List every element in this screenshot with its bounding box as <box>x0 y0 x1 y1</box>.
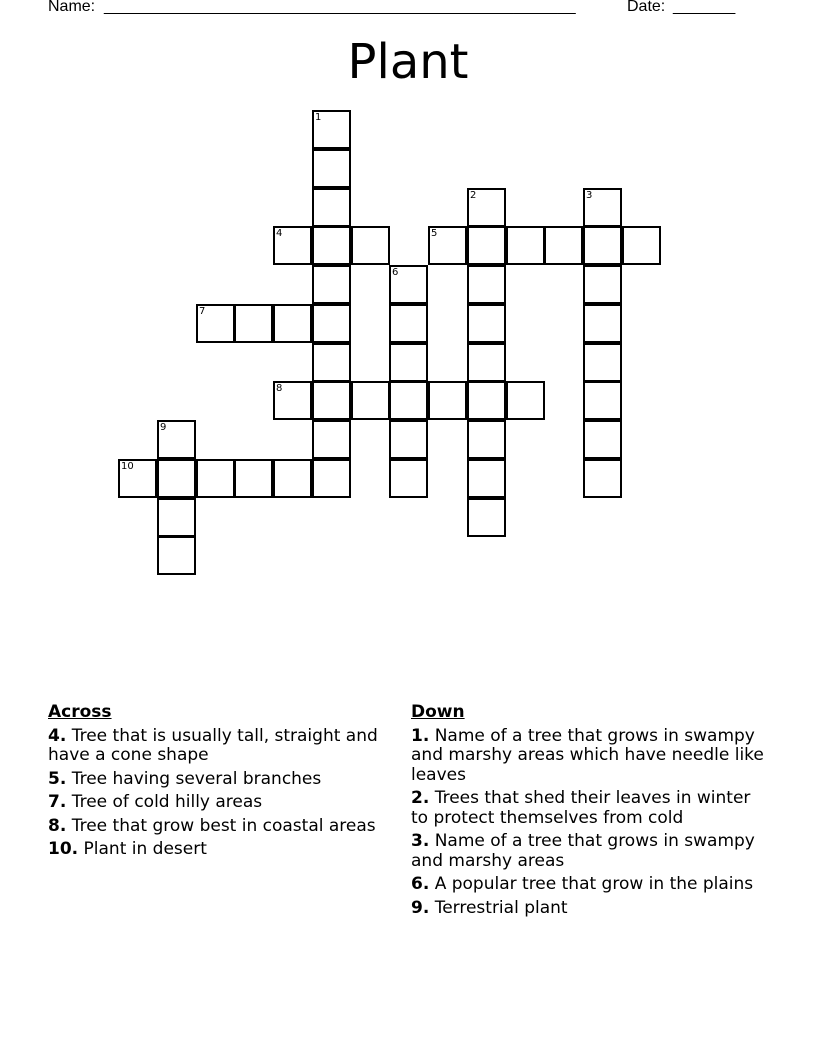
down-clues <box>411 703 771 922</box>
clue-text: Name of a tree that grows in swampy and marshy areas which have needle like leaves <box>411 725 764 785</box>
crossword-cell[interactable] <box>389 459 428 498</box>
cell-clue-number: 5 <box>431 228 438 239</box>
clue-text: Tree having several branches <box>71 768 322 789</box>
crossword-cell[interactable] <box>467 226 506 265</box>
crossword-cell[interactable] <box>583 381 622 420</box>
across-heading: Across <box>48 702 112 722</box>
crossword-cell[interactable] <box>273 459 312 498</box>
clue-text: Plant in desert <box>83 839 207 859</box>
crossword-cell[interactable] <box>196 304 235 343</box>
cell-clue-number: 1 <box>315 112 322 123</box>
crossword-cell[interactable] <box>312 226 351 265</box>
crossword-cell[interactable] <box>428 381 467 420</box>
crossword-cell[interactable] <box>196 459 235 498</box>
name-line[interactable]: _____________________________________________________ <box>104 0 576 15</box>
cell-clue-number: 9 <box>160 422 167 433</box>
crossword-cell[interactable] <box>312 110 351 149</box>
date-label: Date: <box>627 0 666 15</box>
clue-down-2 <box>411 789 771 828</box>
crossword-cell[interactable] <box>389 343 428 382</box>
cell-clue-number: 10 <box>121 461 134 472</box>
crossword-cell[interactable] <box>467 304 506 343</box>
clue-down-6 <box>411 875 771 895</box>
crossword-cell[interactable] <box>428 226 467 265</box>
crossword-cell[interactable] <box>583 265 622 304</box>
crossword-cell[interactable] <box>273 381 312 420</box>
crossword-cell[interactable] <box>312 343 351 382</box>
cell-clue-number: 7 <box>199 306 206 317</box>
crossword-cell[interactable] <box>312 381 351 420</box>
clue-number: 10. <box>48 839 79 859</box>
crossword-cell[interactable] <box>312 459 351 498</box>
crossword-cell[interactable] <box>467 343 506 382</box>
crossword-cell[interactable] <box>622 226 661 265</box>
clue-across-7 <box>48 793 383 813</box>
clue-number: 5. <box>48 768 67 789</box>
clue-number: 6. <box>411 874 430 894</box>
clue-across-8 <box>48 817 383 837</box>
clue-number: 1. <box>411 725 430 746</box>
cell-clue-number: 6 <box>392 267 399 278</box>
clue-down-1 <box>411 727 771 786</box>
crossword-cell[interactable] <box>389 420 428 459</box>
crossword-cell[interactable] <box>234 459 273 498</box>
clue-across-5 <box>48 770 383 790</box>
clue-number: 8. <box>48 815 67 836</box>
clue-text: A popular tree that grow in the plains <box>434 874 754 894</box>
crossword-cell[interactable] <box>157 420 196 459</box>
crossword-cell[interactable] <box>351 381 390 420</box>
crossword-cell[interactable] <box>467 420 506 459</box>
crossword-cell[interactable] <box>273 226 312 265</box>
page-title: Plant <box>347 34 469 90</box>
crossword-cell[interactable] <box>583 188 622 227</box>
clue-text: Terrestrial plant <box>434 897 568 918</box>
crossword-cell[interactable] <box>312 304 351 343</box>
clue-across-10 <box>48 840 383 860</box>
crossword-cell[interactable] <box>351 226 390 265</box>
crossword-cell[interactable] <box>273 304 312 343</box>
crossword-cell[interactable] <box>312 420 351 459</box>
crossword-cell[interactable] <box>157 498 196 537</box>
clue-text: Tree of cold hilly areas <box>71 792 263 812</box>
clue-number: 4. <box>48 725 67 746</box>
down-heading: Down <box>411 702 465 722</box>
date-line[interactable]: _______ <box>673 0 736 15</box>
crossword-cell[interactable] <box>157 536 196 575</box>
cell-clue-number: 8 <box>276 383 283 394</box>
crossword-cell[interactable] <box>583 304 622 343</box>
clue-number: 9. <box>411 897 430 918</box>
clue-text: Trees that shed their leaves in winter to protect themselves from cold <box>411 788 751 828</box>
clue-down-9 <box>411 899 771 919</box>
crossword-cell[interactable] <box>312 149 351 188</box>
crossword-cell[interactable] <box>312 188 351 227</box>
cell-clue-number: 4 <box>276 228 283 239</box>
clue-number: 3. <box>411 831 430 851</box>
crossword-cell[interactable] <box>467 265 506 304</box>
crossword-cell[interactable] <box>506 226 545 265</box>
clue-number: 2. <box>411 788 430 808</box>
clue-across-4 <box>48 727 383 766</box>
crossword-cell[interactable] <box>583 420 622 459</box>
clue-down-3 <box>411 832 771 871</box>
crossword-cell[interactable] <box>389 265 428 304</box>
crossword-cell[interactable] <box>157 459 196 498</box>
cell-clue-number: 2 <box>470 190 477 201</box>
name-label: Name: <box>48 0 96 15</box>
crossword-cell[interactable] <box>506 381 545 420</box>
crossword-cell[interactable] <box>467 498 506 537</box>
crossword-cell[interactable] <box>583 226 622 265</box>
crossword-cell[interactable] <box>118 459 157 498</box>
cell-clue-number: 3 <box>586 190 593 201</box>
crossword-cell[interactable] <box>389 381 428 420</box>
clue-text: Name of a tree that grows in swampy and marshy areas <box>411 831 755 871</box>
clue-text: Tree that is usually tall, straight and have a cone shape <box>48 725 378 765</box>
across-clues <box>48 703 383 864</box>
crossword-cell[interactable] <box>467 459 506 498</box>
crossword-cell[interactable] <box>467 188 506 227</box>
crossword-cell[interactable] <box>544 226 583 265</box>
clue-text: Tree that grow best in coastal areas <box>71 815 376 836</box>
crossword-cell[interactable] <box>389 304 428 343</box>
crossword-cell[interactable] <box>467 381 506 420</box>
clue-number: 7. <box>48 792 67 812</box>
crossword-cell[interactable] <box>234 304 273 343</box>
crossword-cell[interactable] <box>583 459 622 498</box>
crossword-cell[interactable] <box>312 265 351 304</box>
crossword-cell[interactable] <box>583 343 622 382</box>
